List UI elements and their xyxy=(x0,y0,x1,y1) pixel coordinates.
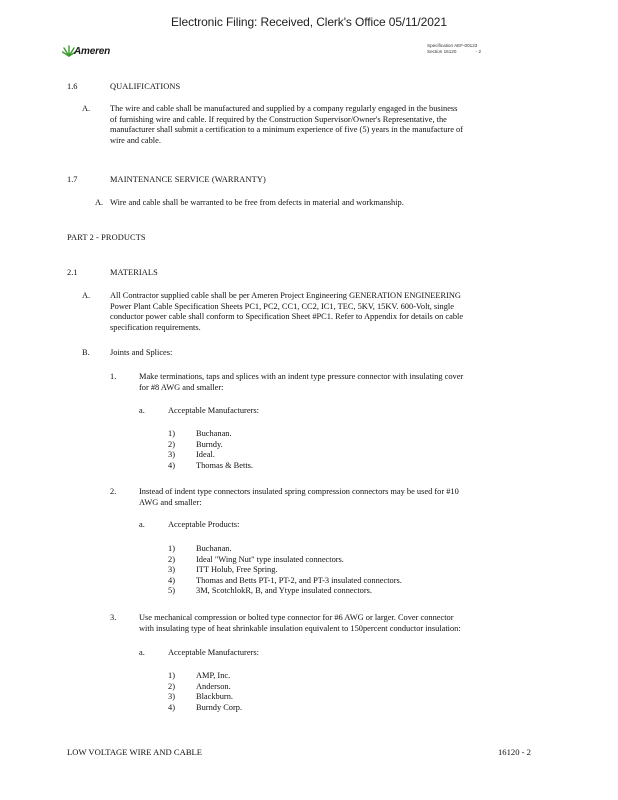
item-text xyxy=(139,487,459,508)
sub-title: Acceptable Products: xyxy=(168,520,240,529)
text-line: Power Plant Cable Specification Sheets PC1, PC2, CC1, CC2, IC1, TEC, 5KV, 15KV. 600-Volt, single xyxy=(110,301,454,311)
text-line: with insulating type of heat shrinkable insulation equivalent to 150percent conductor insulation: xyxy=(139,623,461,633)
paragraph-label: A. xyxy=(82,291,91,300)
text-line: wire and cable. xyxy=(110,135,161,145)
list-item: 4) Thomas & Betts. xyxy=(168,460,253,470)
joints-splices-title: Joints and Splices: xyxy=(110,348,173,357)
list-item: 5) 3M, ScotchlokR, B, and Ytype insulated connectors. xyxy=(168,586,373,596)
section-title-maintenance: MAINTENANCE SERVICE (WARRANTY) xyxy=(110,175,266,184)
paragraph-label: A. xyxy=(95,198,104,207)
text-line: manufacturer shall submit a certification to a minimum experience of five (5) years in the manufacture of xyxy=(110,125,464,135)
footer-page-number: 16120 - 2 xyxy=(498,747,531,757)
text-line: specification requirements. xyxy=(110,322,201,332)
part-title: PART 2 - PRODUCTS xyxy=(67,233,146,242)
list-item: 1) Buchanan. xyxy=(168,544,232,553)
sub-label: a. xyxy=(139,648,145,657)
list-item: 1) Buchanan. xyxy=(168,429,232,438)
list-item: 3) Ideal. xyxy=(168,450,215,460)
item-text xyxy=(139,613,461,634)
sub-label: a. xyxy=(139,520,145,529)
text-line: conductor power cable shall conform to Specification Sheet #PC1. Refer to Appendix for details on cable xyxy=(110,312,464,322)
section-number: 1.7 xyxy=(67,175,78,184)
text-line: for #8 AWG and smaller: xyxy=(139,382,224,392)
list-item: 4) Burndy Corp. xyxy=(168,702,243,712)
list-item: 3) Blackburn. xyxy=(168,692,233,702)
text-line: All Contractor supplied cable shall be per Ameren Project Engineering GENERATION ENGINEERING xyxy=(110,291,461,300)
paragraph-label: A. xyxy=(82,104,91,113)
paragraph-label: B. xyxy=(82,348,90,357)
paragraph-materials xyxy=(110,291,463,333)
text-line: of furnishing wire and cable. If required by the Construction Supervisor/Owner's Representative, the xyxy=(110,114,447,124)
list-item: 1) AMP, Inc. xyxy=(168,671,231,680)
text-line: The wire and cable shall be manufactured and supplied by a company regularly engaged in the business xyxy=(110,104,458,113)
list-item: 4) Thomas and Betts PT-1, PT-2, and PT-3 insulated connectors. xyxy=(168,575,402,585)
manufacturer-list xyxy=(168,671,242,713)
section-title-qualifications: QUALIFICATIONS xyxy=(110,82,181,91)
paragraph-qualifications xyxy=(110,104,463,146)
sub-title: Acceptable Manufacturers: xyxy=(168,648,259,657)
product-list xyxy=(168,544,402,597)
text-line: Use mechanical compression or bolted type connector for #6 AWG or larger. Cover connector xyxy=(139,613,454,622)
sub-title: Acceptable Manufacturers: xyxy=(168,406,259,415)
section-number: 1.6 xyxy=(67,82,78,91)
filing-stamp: Electronic Filing: Received, Clerk's Office 05/11/2021 xyxy=(171,15,447,29)
item-number: 1. xyxy=(110,372,117,381)
list-item: 2) Burndy. xyxy=(168,439,223,449)
ameren-logo xyxy=(62,42,122,62)
section-title-materials: MATERIALS xyxy=(110,268,158,277)
list-item: 2) Ideal "Wing Nut" type insulated connectors. xyxy=(168,554,344,564)
spec-line-1: Specification AEF-00123 xyxy=(427,43,478,48)
sub-label: a. xyxy=(139,406,145,415)
text-line: Make terminations, taps and splices with an indent type pressure connector with insulating cover xyxy=(139,372,464,381)
spec-line-2: Section 16120 xyxy=(427,49,457,54)
manufacturer-list xyxy=(168,429,253,471)
section-number: 2.1 xyxy=(67,268,78,277)
list-item: 2) Anderson. xyxy=(168,681,231,691)
text-line: AWG and smaller: xyxy=(139,497,202,507)
paragraph-warranty: Wire and cable shall be warranted to be free from defects in material and workmanship. xyxy=(110,198,404,207)
logo-text: Ameren xyxy=(74,46,111,57)
spec-page: - 2 xyxy=(475,49,482,54)
footer-title: LOW VOLTAGE WIRE AND CABLE xyxy=(67,747,203,757)
list-item: 3) ITT Holub, Free Spring. xyxy=(168,565,278,575)
text-line: Instead of indent type connectors insulated spring compression connectors may be used for #10 xyxy=(139,487,459,496)
item-number: 2. xyxy=(110,487,117,496)
item-text xyxy=(139,372,463,393)
item-number: 3. xyxy=(110,613,117,622)
spec-identifier xyxy=(427,43,481,55)
